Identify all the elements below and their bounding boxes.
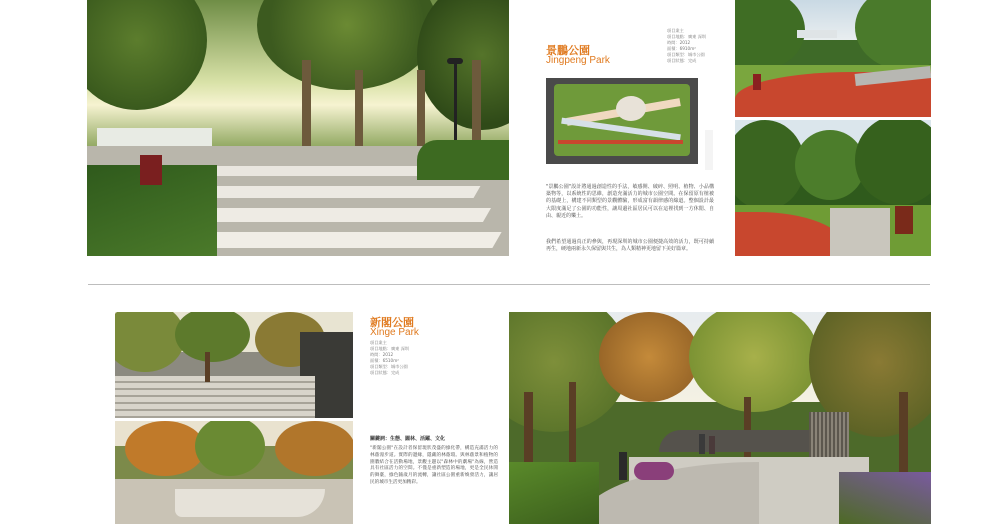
canopy-structure bbox=[797, 30, 837, 38]
meta-line: 項目類型：城市公園 bbox=[667, 52, 705, 57]
xinge-meta bbox=[370, 340, 430, 376]
jingpeng-site-plan bbox=[546, 78, 698, 164]
meta-line: 項目類型：城市公園 bbox=[370, 364, 408, 369]
meta-line: 項目業主 bbox=[370, 340, 387, 345]
curved-bench bbox=[175, 489, 325, 517]
flower-bed-purple bbox=[634, 462, 674, 480]
xinge-keywords: 關鍵詞：生態、圓林、活躍、文化 bbox=[370, 436, 446, 442]
child-figure bbox=[753, 74, 761, 90]
tree-canopy bbox=[599, 312, 699, 402]
plan-plaza bbox=[616, 96, 646, 121]
white-wall bbox=[97, 128, 212, 148]
park-bench bbox=[895, 206, 913, 234]
meta-line: 面積：6910m² bbox=[667, 46, 696, 51]
xinge-amphitheatre-photo bbox=[115, 312, 353, 418]
section-divider bbox=[88, 284, 930, 285]
plan-legend bbox=[705, 130, 713, 170]
tree-canopy bbox=[855, 0, 931, 70]
meta-line: 項目狀態：完成 bbox=[370, 370, 400, 375]
xinge-description: "新閣公園"在設計者保留現狀茂盛的綠化帶，構造充滿活力的林蔭漫步道。實際的邊緣，隱藏的林蔭環。與林蔭景和植物的圍牆結合在活動場地，景觀主題以"森林中的劇場"為線，營造具有社區活力的空間。不僅是重新塑造的場地，更是全民休閒的舞臺，綠色隨歲月的流轉，讓社區公園重新煥發活力，讓居民的城市生活更加精彩。 bbox=[370, 446, 498, 485]
plan-track bbox=[558, 140, 683, 144]
meta-line: 時間：2012 bbox=[667, 40, 691, 45]
jingpeng-track-photo bbox=[735, 0, 931, 117]
right-shrubs bbox=[417, 140, 509, 180]
tree-canopy bbox=[125, 421, 205, 476]
xinge-rendering bbox=[509, 312, 931, 524]
tree-canopy bbox=[175, 312, 250, 362]
palm-trunk bbox=[302, 60, 311, 150]
palm-trunk bbox=[472, 60, 481, 150]
meta-line: 時間：2012 bbox=[370, 352, 394, 357]
person-figure bbox=[619, 452, 627, 480]
jingpeng-meta bbox=[667, 28, 727, 64]
meta-line: 項目業主 bbox=[667, 28, 684, 33]
tree-trunk bbox=[205, 352, 210, 382]
jingpeng-description-2: 我們希望通過真正的參與，再現深圳的城市公園便捷高效的活力，既可持續再生，硬地兩新永久保留與共生，為人類精神更地留下美好篇章。 bbox=[546, 239, 714, 253]
jingpeng-main-photo bbox=[87, 0, 509, 256]
xinge-seating-photo bbox=[115, 421, 353, 524]
palm-trunk bbox=[417, 70, 425, 150]
flower-bed-right bbox=[839, 472, 931, 524]
tree-canopy bbox=[735, 0, 805, 70]
meta-line: 項目狀態：完成 bbox=[667, 58, 697, 63]
jingpeng-title-en: Jingpeng Park bbox=[546, 55, 610, 66]
palm-trunk bbox=[355, 70, 363, 150]
tree-canopy bbox=[275, 421, 353, 476]
seating-steps bbox=[115, 376, 315, 418]
lamp-head bbox=[447, 58, 463, 64]
tree-canopy bbox=[115, 312, 185, 372]
jingpeng-title-cn: 景鵬公園 bbox=[546, 44, 590, 57]
paved-path bbox=[830, 208, 890, 256]
flower-bed-left bbox=[509, 462, 599, 524]
tree-canopy bbox=[855, 120, 931, 205]
meta-line: 面積：6510m² bbox=[370, 358, 399, 363]
person-figure bbox=[699, 434, 705, 454]
meta-line: 項目地點：廣東 深圳 bbox=[370, 346, 410, 351]
jingpeng-description: "景鵬公園"設計將通過創造性的手法，敏感開、破碎、照明、植物、小品構築物等，以系統性的思維，創造充滿活力的城市公園空間。在保留原有植被的基礎上，構建不同類型的景觀體驗，形成富有韻律感的綠道。整個設計最大限度滿足了公園的功能性，讓周邊社區居民可以在這裡找到一方休閒、自由、親近的樂土。 bbox=[546, 184, 714, 219]
tree-canopy bbox=[195, 421, 265, 476]
jingpeng-bench-photo bbox=[735, 120, 931, 256]
xinge-title-cn: 新閣公園 bbox=[370, 316, 414, 329]
person-figure bbox=[709, 436, 715, 454]
waste-bin-left bbox=[140, 155, 162, 185]
meta-line: 項目地點：廣東 深圳 bbox=[667, 34, 707, 39]
xinge-title-en: Xinge Park bbox=[370, 327, 419, 338]
